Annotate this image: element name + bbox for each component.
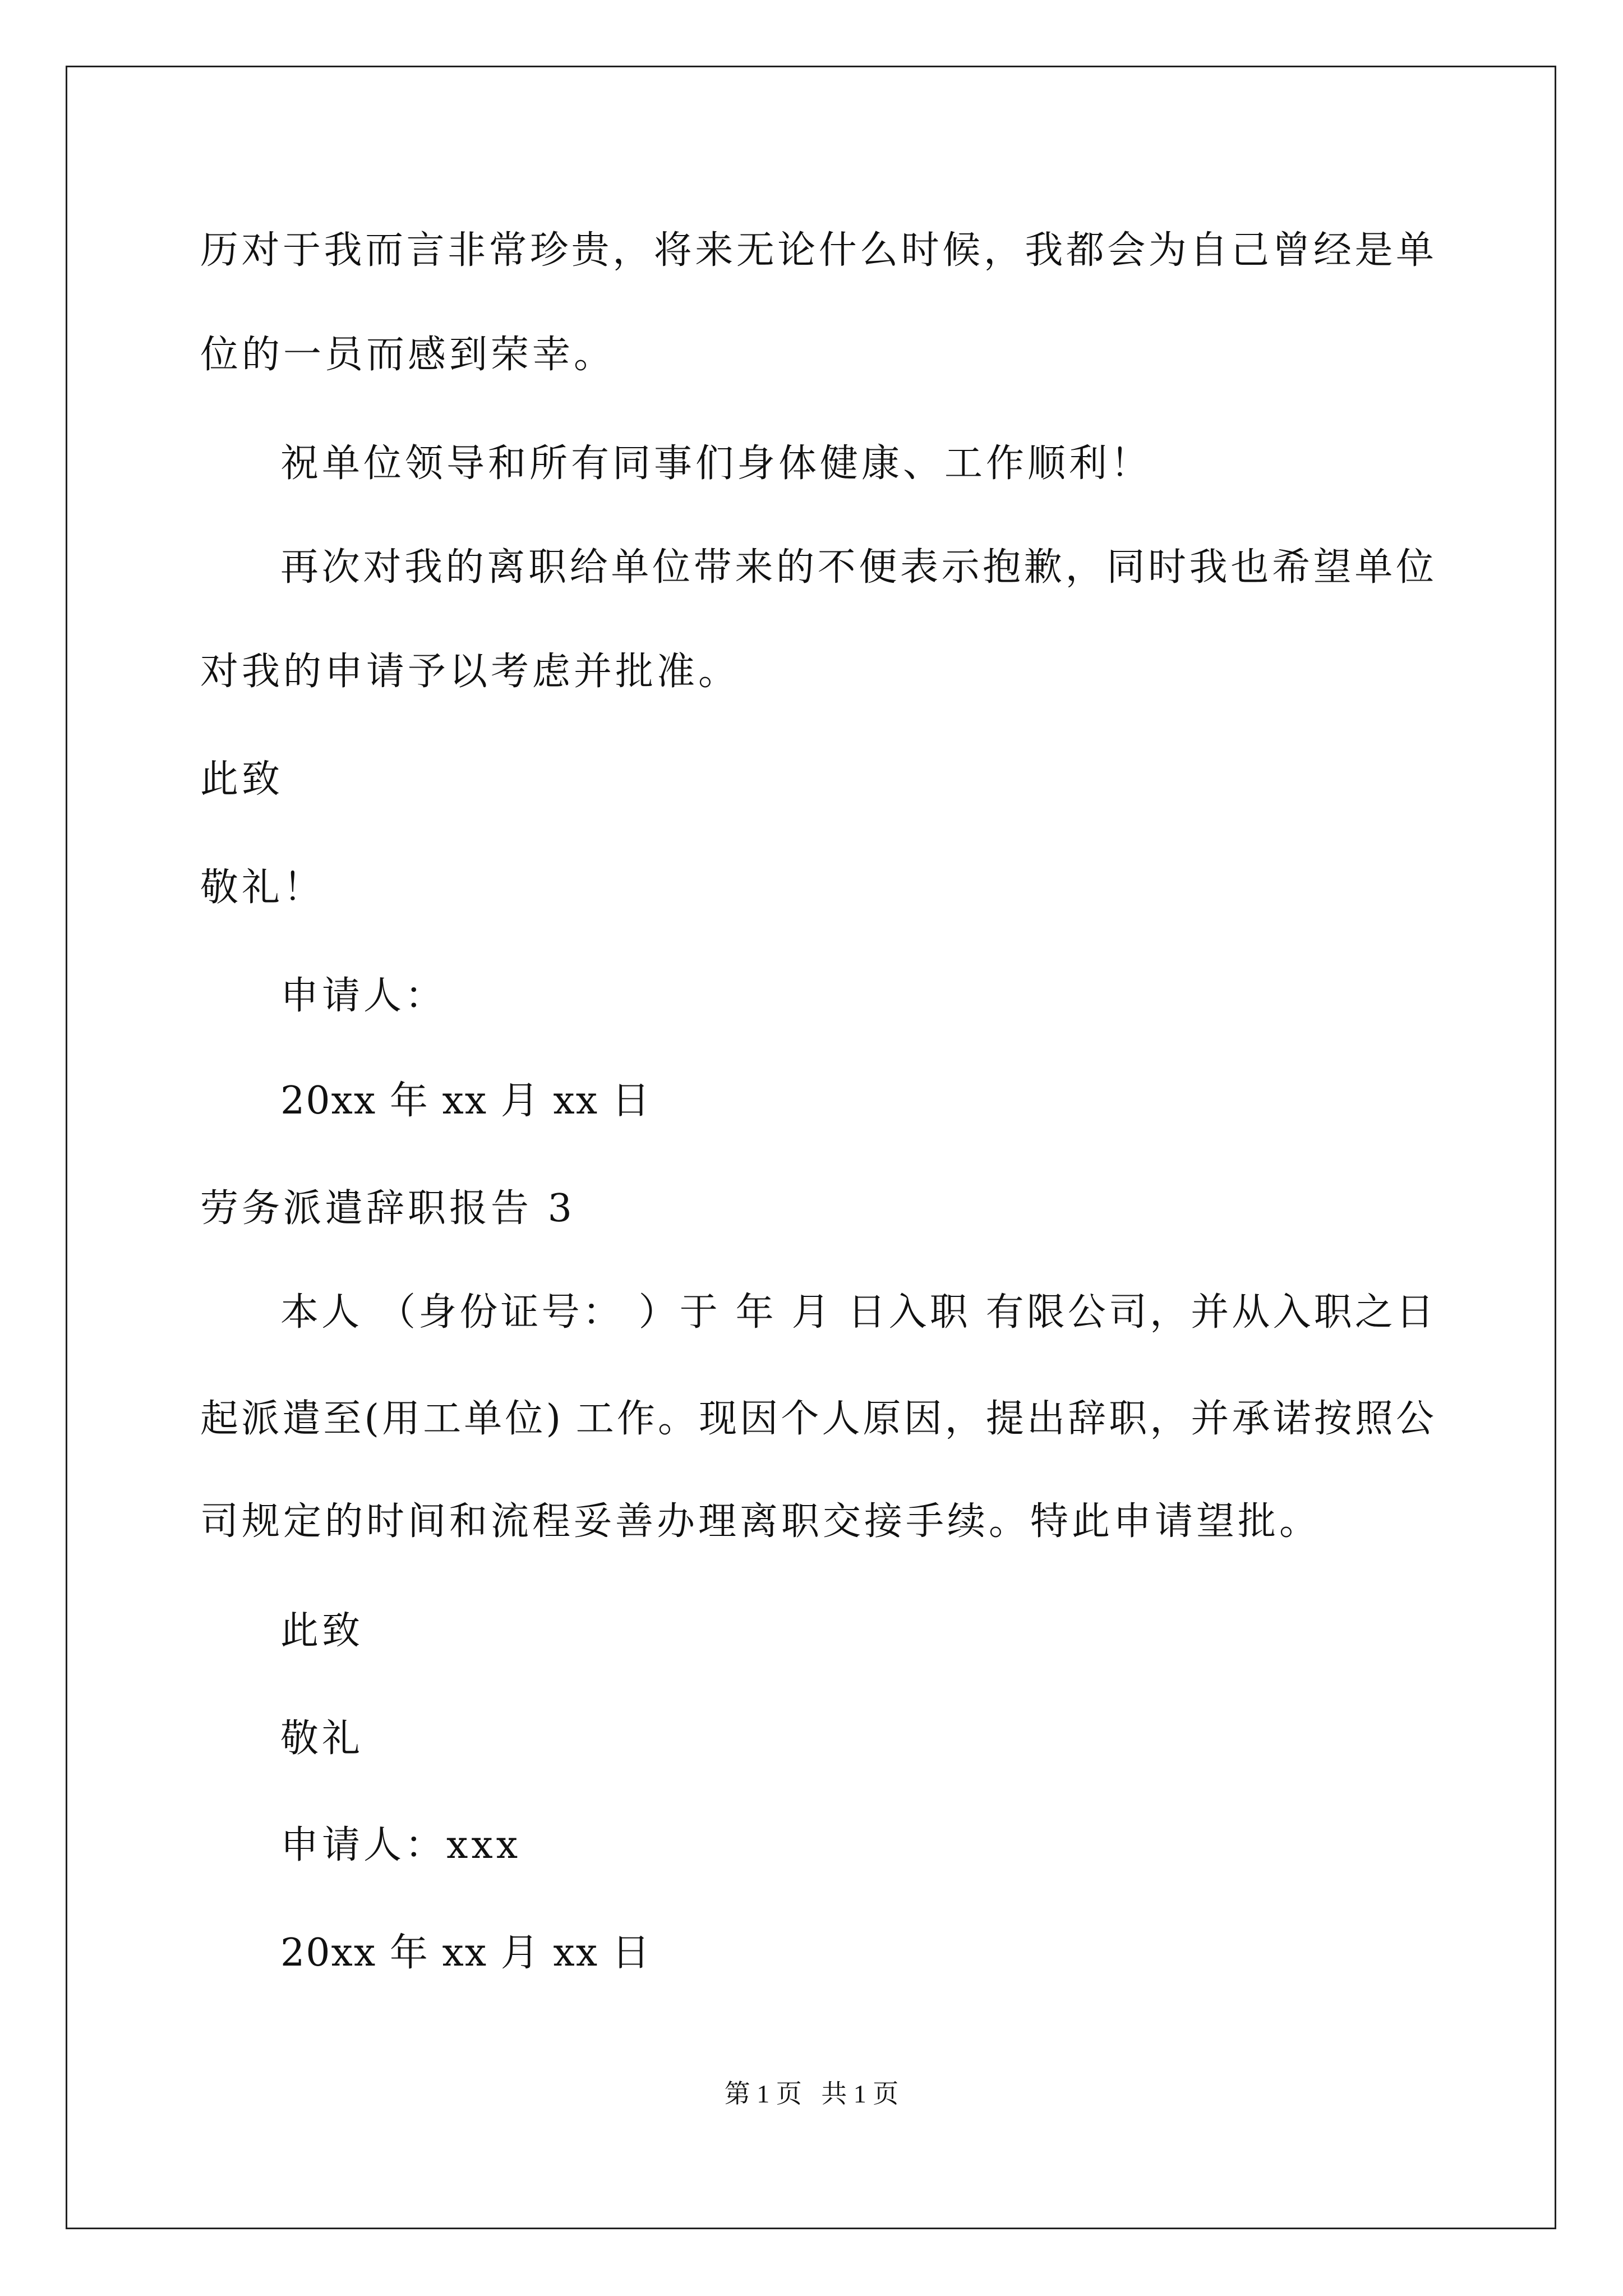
paragraph-line: 历对于我而言非常珍贵，将来无论什么时候，我都会为自己曾经是单 — [200, 228, 1434, 273]
applicant-line: 申请人：xxx — [280, 1823, 522, 1867]
closing-line: 此致 — [280, 1609, 364, 1653]
paragraph-line: 祝单位领导和所有同事们身体健康、工作顺利！ — [280, 441, 1152, 486]
paragraph-line: 起派遣至(用工单位) 工作。现因个人原因，提出辞职，并承诺按照公 — [200, 1397, 1434, 1441]
paragraph-line: 本人 （身份证号： ）于 年 月 日入职 有限公司，并从入职之日 — [280, 1290, 1434, 1335]
date-line: 20xx 年 xx 月 xx 日 — [280, 1931, 651, 1975]
page-footer: 第 1 页 共 1 页 — [724, 2079, 899, 2108]
salutation-line: 敬礼 — [280, 1717, 364, 1761]
date-line: 20xx 年 xx 月 xx 日 — [280, 1079, 651, 1123]
paragraph-line: 司规定的时间和流程妥善办理离职交接手续。特此申请望批。 — [200, 1499, 1321, 1544]
section-title: 劳务派遣辞职报告 3 — [200, 1186, 575, 1231]
salutation-line: 敬礼！ — [200, 866, 325, 910]
closing-line: 此致 — [200, 757, 284, 802]
paragraph-line: 对我的申请予以考虑并批准。 — [200, 650, 740, 694]
page-border — [66, 66, 1556, 2229]
paragraph-line: 位的一员而感到荣幸。 — [200, 333, 616, 377]
applicant-line: 申请人： — [280, 974, 447, 1018]
paragraph-line: 再次对我的离职给单位带来的不便表示抱歉，同时我也希望单位 — [280, 545, 1434, 590]
